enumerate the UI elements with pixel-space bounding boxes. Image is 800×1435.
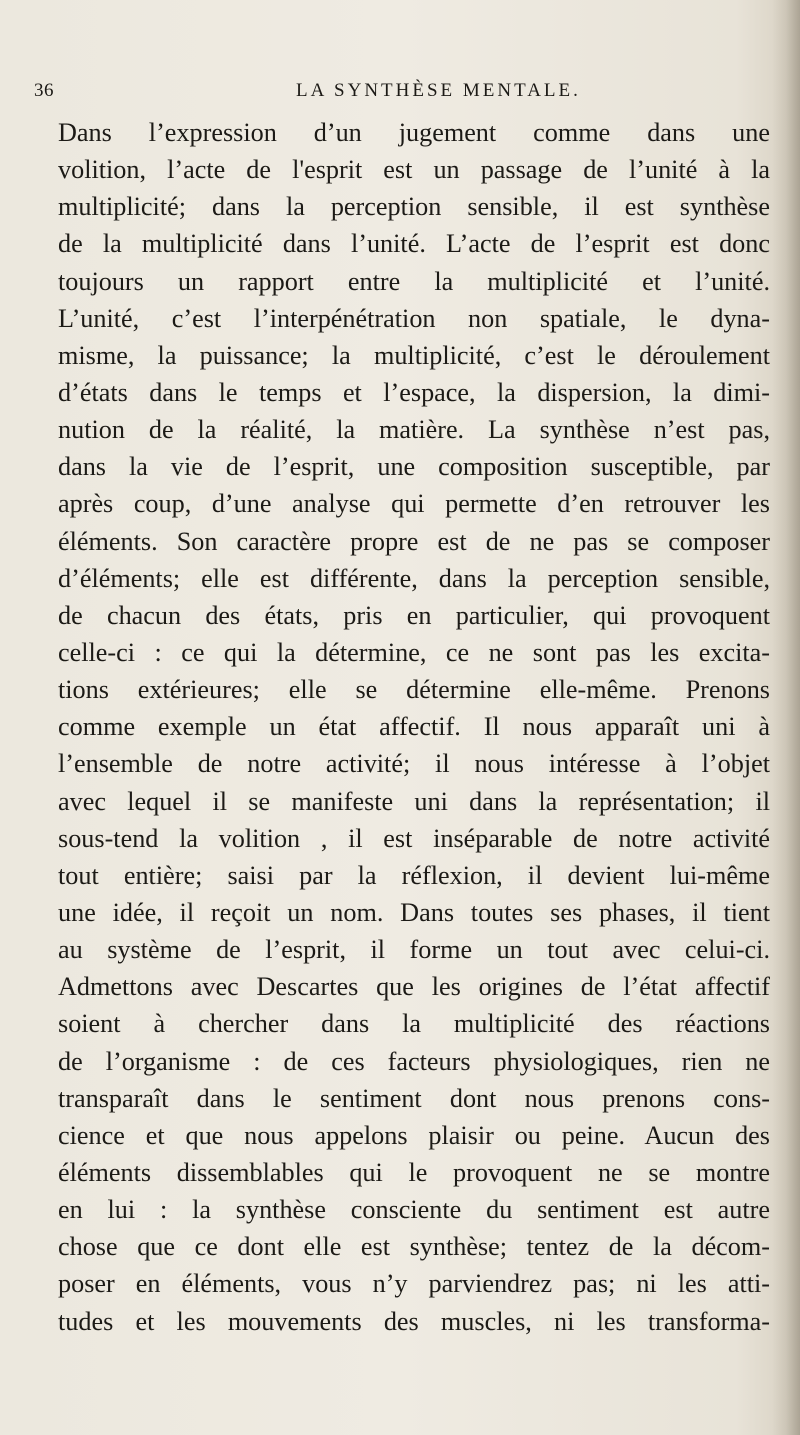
text-line: tout entière; saisi par la réflexion, il devient lui-même [58,860,770,890]
text-line: transparaît dans le sentiment dont nous prenons cons- [58,1083,770,1113]
text-line: l’ensemble de notre activité; il nous intéresse à l’objet [58,749,770,779]
text-line: de l’organisme : de ces facteurs physiologiques, rien ne [58,1046,770,1076]
text-line: misme, la puissance; la multiplicité, c’est le déroulement [58,340,770,370]
text-line: poser en éléments, vous n’y parviendrez pas; ni les atti- [58,1269,770,1299]
text-line: de chacun des états, pris en particulier, qui provoquent [58,600,770,630]
text-line: L’unité, c’est l’interpénétration non spatiale, le dyna- [58,303,770,333]
page-number: 36 [34,80,54,101]
text-line: d’états dans le temps et l’espace, la dispersion, la dimi- [58,377,770,407]
text-line: d’éléments; elle est différente, dans la perception sensible, [58,563,770,593]
text-line: tudes et les mouvements des muscles, ni les transforma- [58,1306,770,1336]
text-line: au système de l’esprit, il forme un tout avec celui-ci. [58,935,770,965]
page-edge-shadow [772,0,800,1435]
text-line: éléments dissemblables qui le provoquent ne se montre [58,1157,770,1187]
text-line: une idée, il reçoit un nom. Dans toutes ses phases, il tient [58,897,770,927]
text-line: tions extérieures; elle se détermine elle-même. Prenons [58,675,770,705]
page-header [34,80,734,106]
text-line: en lui : la synthèse consciente du sentiment est autre [58,1195,770,1225]
text-line: éléments. Son caractère propre est de ne pas se composer [58,526,770,556]
text-line: sous-tend la volition , il est inséparable de notre activité [58,823,770,853]
text-line: comme exemple un état affectif. Il nous apparaît uni à [58,712,770,742]
text-line: dans la vie de l’esprit, une composition susceptible, par [58,452,770,482]
text-line: nution de la réalité, la matière. La synthèse n’est pas, [58,415,770,445]
text-line: volition, l’acte de l'esprit est un passage de l’unité à la [58,155,770,185]
text-line: avec lequel il se manifeste uni dans la représentation; il [58,786,770,816]
text-line: Admettons avec Descartes que les origines de l’état affectif [58,972,770,1002]
text-line: Dans l’expression d’un jugement comme dans une [58,118,770,147]
text-line: chose que ce dont elle est synthèse; tentez de la décom- [58,1232,770,1262]
text-line: toujours un rapport entre la multiplicité et l’unité. [58,266,770,296]
text-line: après coup, d’une analyse qui permette d’en retrouver les [58,489,770,519]
text-line: soient à chercher dans la multiplicité des réactions [58,1009,770,1039]
body-paragraph [58,114,770,1340]
running-title: LA SYNTHÈSE MENTALE. [296,80,581,101]
text-line: celle-ci : ce qui la détermine, ce ne sont pas les excita- [58,637,770,667]
text-line: de la multiplicité dans l’unité. L’acte de l’esprit est donc [58,229,770,259]
text-line: multiplicité; dans la perception sensible, il est synthèse [58,192,770,222]
text-line: cience et que nous appelons plaisir ou peine. Aucun des [58,1120,770,1150]
